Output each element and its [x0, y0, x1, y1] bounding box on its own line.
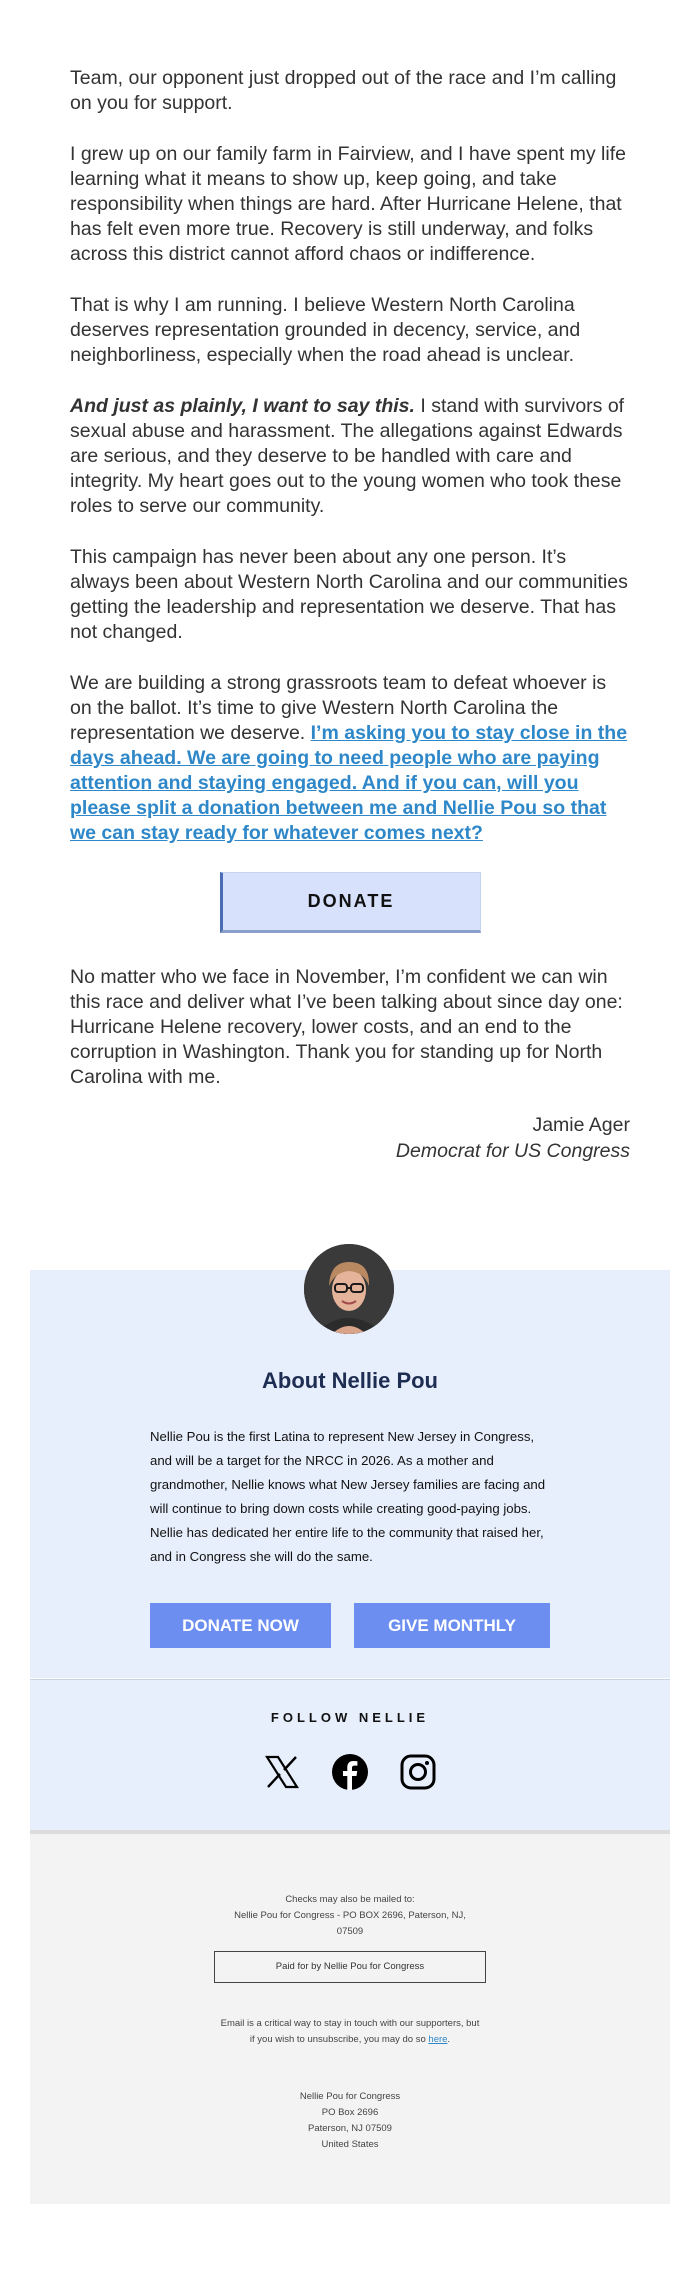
paragraph-7: No matter who we face in November, I’m confident we can win this race and deliver what I’ve been talking about since day one: Hurricane Helene recovery, lower costs, and an end to the corruption in Washington. Thank you for standing up for North Carolina with me.	[70, 966, 623, 1088]
about-heading: About Nellie Pou	[262, 1368, 438, 1393]
letter-body	[70, 66, 630, 1164]
address-line-2: PO Box 2696	[321, 2107, 379, 2118]
donate-now-button[interactable]: DONATE NOW	[150, 1603, 331, 1648]
paragraph-3: That is why I am running. I believe Western North Carolina deserves representation grounded in decency, service, and neighborliness, especially when the road ahead is unclear.	[70, 294, 581, 366]
paid-for-box: Paid for by Nellie Pou for Congress	[214, 1951, 486, 1983]
paragraph-6-text: We are building a strong grassroots team to defeat whoever is on the ballot. It’s time to give Western North Carolina the representation we deserve.	[70, 672, 607, 744]
paragraph-4	[70, 394, 630, 519]
avatar	[304, 1244, 394, 1334]
follow-label: FOLLOW NELLIE	[270, 1710, 430, 1725]
x-icon[interactable]	[263, 1753, 301, 1791]
paragraph-2: I grew up on our family farm in Fairview, and I have spent my life learning what it means to show up, keep going, and take responsibility when things are hard. After Hurricane Helene, that has felt even more true. Recovery is still underway, and folks across this district cannot afford chaos or indifference.	[70, 143, 626, 265]
paragraph-5: This campaign has never been about any one person. It’s always been about Western North Carolina and our communities getting the leadership and representation we deserve. That has not changed.	[70, 546, 628, 643]
paragraph-6	[70, 671, 630, 846]
donate-button[interactable]: DONATE	[220, 872, 481, 933]
email-notice-end: .	[447, 2034, 451, 2045]
footer	[30, 1830, 670, 2204]
checks-line-2: Nellie Pou for Congress - PO BOX 2696, Paterson, NJ, 07509	[234, 1910, 466, 1937]
address-line-4: United States	[321, 2139, 379, 2150]
mailing-address	[220, 2089, 480, 2153]
facebook-icon[interactable]	[331, 1753, 369, 1791]
paragraph-1: Team, our opponent just dropped out of the race and I’m calling on you for support.	[70, 67, 617, 114]
instagram-icon[interactable]	[399, 1753, 437, 1791]
checks-info	[220, 1892, 480, 1940]
about-bio: Nellie Pou is the first Latina to represent New Jersey in Congress, and will be a target for the NRCC in 2026. As a mother and grandmother, Nellie knows what New Jersey families are facing and will continue to bring down costs while creating good-paying jobs. Nellie has dedicated her entire life to the community that raised her, and in Congress she will do the same.	[150, 1429, 546, 1564]
address-line-3: Paterson, NJ 07509	[308, 2123, 392, 2134]
signature-name: Jamie Ager	[532, 1114, 630, 1136]
emphasis-text: And just as plainly, I want to say this.	[70, 395, 415, 417]
unsubscribe-link[interactable]: here	[428, 2034, 448, 2045]
portrait-image	[304, 1244, 394, 1334]
address-line-1: Nellie Pou for Congress	[299, 2091, 401, 2102]
donation-ask-link[interactable]: I’m asking you to stay close in the days ahead. We are going to need people who are paying attention and staying engaged. And if you can, will you please split a donation between me and Nellie Pou so that we can stay ready for whatever comes next?	[70, 722, 628, 844]
email-notice-text: Email is a critical way to stay in touch with our supporters, but if you wish to unsubscribe, you may do so	[220, 2018, 480, 2045]
donate-button-wrap	[70, 872, 630, 933]
follow-section	[30, 1679, 670, 1830]
paragraph-4-text: I stand with survivors of sexual abuse and harassment. The allegations against Edwards are serious, and they deserve to be handled with care and integrity. My heart goes out to the young women who took these roles to serve our community.	[70, 395, 625, 517]
checks-line-1: Checks may also be mailed to:	[285, 1894, 415, 1905]
give-monthly-button[interactable]: GIVE MONTHLY	[354, 1603, 550, 1648]
signature	[70, 1112, 630, 1164]
signature-title: Democrat for US Congress	[395, 1140, 630, 1162]
email-notice	[220, 2016, 480, 2048]
about-section	[30, 1270, 670, 1678]
